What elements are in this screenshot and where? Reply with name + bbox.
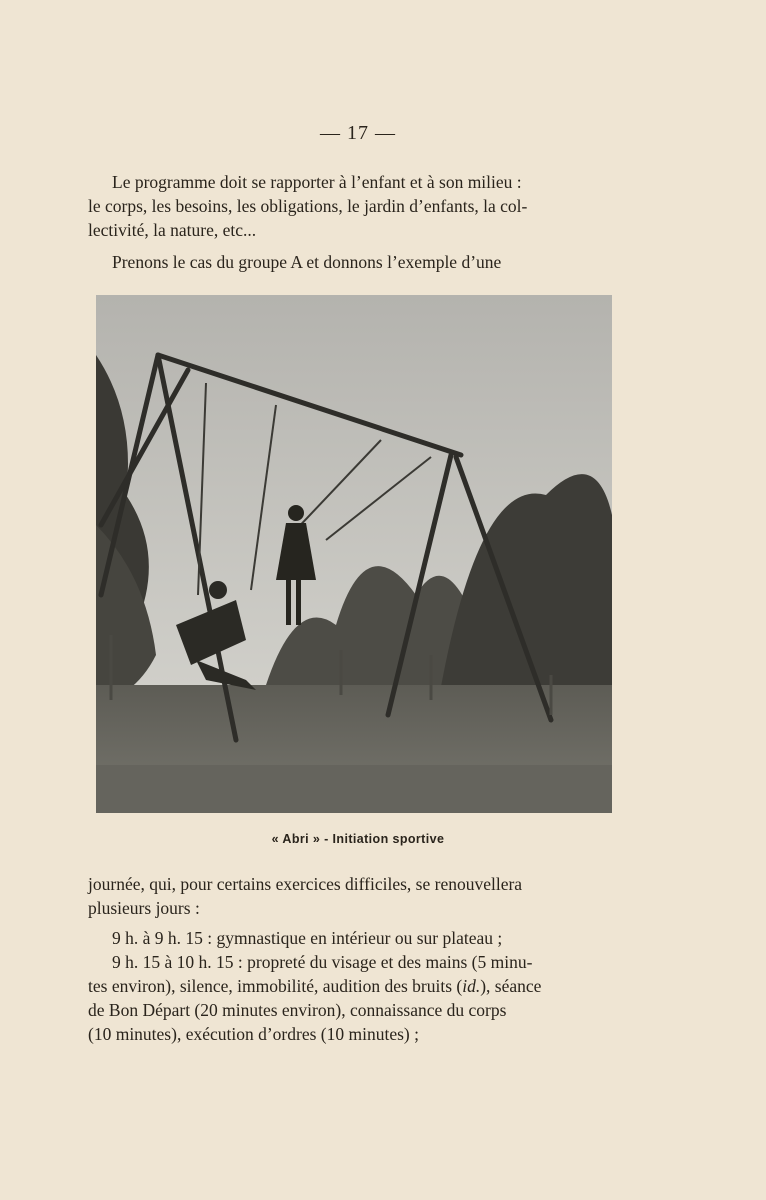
text-segment: tes environ), silence, immobilité, audition des bruits ( xyxy=(88,976,463,996)
text-line: plusieurs jours : xyxy=(88,898,200,918)
text-line: de Bon Départ (20 minutes environ), connaissance du corps xyxy=(88,1000,507,1020)
swing-photograph xyxy=(96,295,612,813)
italic-abbreviation: id. xyxy=(462,976,481,996)
text-line: journée, qui, pour certains exercices difficiles, se renouvellera xyxy=(88,874,523,894)
text-line: 9 h. à 9 h. 15 : gymnastique en intérieur ou sur plateau ; xyxy=(112,928,503,948)
text-line: 9 h. 15 à 10 h. 15 : propreté du visage et des mains (5 minu- xyxy=(112,952,533,972)
text-line: Le programme doit se rapporter à l’enfant et à son milieu : xyxy=(112,172,522,192)
text-line: lectivité, la nature, etc... xyxy=(88,220,257,240)
text-segment: ), séance xyxy=(480,976,542,996)
paragraph-example xyxy=(88,250,622,274)
page-number: — 17 — xyxy=(320,122,396,144)
text-line: le corps, les besoins, les obligations, le jardin d’enfants, la col- xyxy=(88,196,528,216)
photo-caption: « Abri » - Initiation sportive xyxy=(271,832,445,846)
schedule-item-2 xyxy=(88,950,622,1046)
paragraph-intro xyxy=(88,170,622,242)
text-line: Prenons le cas du groupe A et donnons l’exemple d’une xyxy=(112,252,502,272)
schedule-item-1 xyxy=(88,926,622,950)
text-line: (10 minutes), exécution d’ordres (10 minutes) ; xyxy=(88,1024,419,1044)
paragraph-day xyxy=(88,872,622,920)
text-line xyxy=(88,974,622,998)
